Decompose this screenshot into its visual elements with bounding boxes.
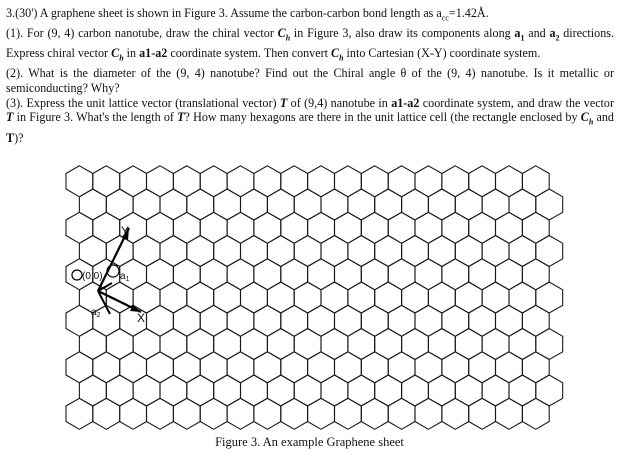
hexagon-cell: [388, 166, 415, 197]
hexagon-cell: [455, 282, 482, 313]
hexagon-cell: [415, 166, 442, 197]
hexagon-cell: [254, 352, 281, 383]
hexagon-cell: [93, 212, 120, 243]
hexagon-cell: [348, 329, 375, 360]
hexagon-cell: [536, 189, 563, 220]
hexagon-cell: [106, 329, 133, 360]
hexagon-cell: [482, 375, 509, 406]
hexagon-cell: [147, 212, 174, 243]
hexagon-cell: [348, 236, 375, 267]
hexagon-cell: [281, 166, 308, 197]
hexagon-cell: [133, 189, 160, 220]
hexagon-cell: [536, 375, 563, 406]
hexagon-cell: [173, 259, 200, 290]
hexagon-cell: [294, 236, 321, 267]
hexagon-cell: [120, 166, 147, 197]
hexagon-cell: [267, 236, 294, 267]
hexagon-cell: [509, 189, 536, 220]
hexagon-cell: [254, 166, 281, 197]
hexagon-cell: [200, 166, 227, 197]
hexagon-cell: [160, 189, 187, 220]
hexagon-cell: [106, 375, 133, 406]
hexagon-cell: [214, 375, 241, 406]
hexagon-cell: [187, 189, 214, 220]
hexagon-cell: [133, 329, 160, 360]
hexagon-cell: [160, 282, 187, 313]
hexagon-cell: [321, 282, 348, 313]
hexagon-cell: [147, 305, 174, 336]
hexagon-cell: [469, 259, 496, 290]
hexagon-cell: [496, 259, 523, 290]
hexagon-cell: [254, 212, 281, 243]
hexagon-cell: [509, 329, 536, 360]
hexagon-cell: [66, 398, 93, 429]
hexagon-cell: [415, 352, 442, 383]
problem-text: [6, 6, 614, 145]
hexagon-cell: [147, 259, 174, 290]
hexagon-cell: [522, 212, 549, 243]
hexagon-cell: [496, 398, 523, 429]
hexagon-cell: [428, 282, 455, 313]
hexagon-cell: [79, 375, 106, 406]
hexagon-cell: [375, 189, 402, 220]
hexagon-cell: [308, 305, 335, 336]
hexagon-cell: [361, 352, 388, 383]
hexagon-cell: [469, 166, 496, 197]
hexagon-cell: [482, 236, 509, 267]
hexagon-cell: [79, 329, 106, 360]
hexagon-cell: [388, 305, 415, 336]
hexagon-cell: [227, 305, 254, 336]
problem-header: 3.(30') A graphene sheet is shown in Figure 3. Assume the carbon-carbon bond length as $a_{cc}=1.42Å$.: [6, 6, 489, 23]
hexagon-cell: [106, 236, 133, 267]
hexagon-cell: [93, 305, 120, 336]
hexagon-cell: [241, 329, 268, 360]
hexagon-cell: [66, 305, 93, 336]
hexagon-cell: [200, 352, 227, 383]
hexagon-cell: [496, 305, 523, 336]
hexagon-cell: [308, 398, 335, 429]
hexagon-cell: [321, 236, 348, 267]
hexagon-cell: [375, 236, 402, 267]
hexagon-cell: [335, 305, 362, 336]
hexagon-cell: [522, 166, 549, 197]
hexagon-cell: [281, 259, 308, 290]
hexagon-cell: [509, 236, 536, 267]
hexagon-cell: [402, 189, 429, 220]
hexagon-cell: [173, 352, 200, 383]
hexagon-cell: [187, 236, 214, 267]
hexagon-cell: [147, 398, 174, 429]
hexagon-cell: [227, 398, 254, 429]
hexagon-cell: [200, 398, 227, 429]
hexagon-cell: [66, 352, 93, 383]
hexagon-cell: [455, 375, 482, 406]
hexagon-cell: [254, 398, 281, 429]
hexagon-cell: [267, 282, 294, 313]
hexagon-cell: [120, 398, 147, 429]
hexagon-cell: [388, 212, 415, 243]
hexagon-cell: [522, 305, 549, 336]
hexagon-cell: [254, 305, 281, 336]
hexagon-cell: [214, 282, 241, 313]
hexagon-cell: [66, 212, 93, 243]
hexagon-cell: [442, 305, 469, 336]
hexagon-cell: [428, 189, 455, 220]
hexagon-cell: [442, 212, 469, 243]
hexagon-cell: [173, 212, 200, 243]
hexagon-cell: [200, 259, 227, 290]
hexagon-cell: [294, 189, 321, 220]
hexagon-cell: [120, 352, 147, 383]
hexagon-cell: [160, 236, 187, 267]
hexagon-cell: [147, 352, 174, 383]
hexagon-cell: [66, 166, 93, 197]
hexagon-cell: [455, 329, 482, 360]
hexagon-cell: [133, 375, 160, 406]
hexagon-cell: [321, 375, 348, 406]
hexagon-lattice: [66, 166, 563, 430]
hexagon-cell: [348, 189, 375, 220]
hexagon-cell: [173, 166, 200, 197]
hexagon-cell: [455, 236, 482, 267]
hexagon-cell: [79, 189, 106, 220]
hexagon-cell: [335, 398, 362, 429]
hexagon-cell: [522, 398, 549, 429]
hexagon-cell: [402, 329, 429, 360]
hexagon-cell: [241, 236, 268, 267]
question-2: (2). What is the diameter of the (9, 4) nanotube? Find out the Chiral angle θ of the (9, 4) nanotube. Is it metallic or semiconducting? Why?: [6, 66, 614, 96]
hexagon-cell: [173, 305, 200, 336]
hexagon-cell: [509, 282, 536, 313]
hexagon-cell: [214, 236, 241, 267]
hexagon-cell: [187, 282, 214, 313]
hexagon-cell: [482, 329, 509, 360]
hexagon-cell: [267, 189, 294, 220]
hexagon-cell: [308, 166, 335, 197]
hexagon-cell: [133, 282, 160, 313]
hexagon-cell: [214, 189, 241, 220]
hexagon-cell: [442, 166, 469, 197]
hexagon-cell: [428, 236, 455, 267]
a2-label: $a_2$: [91, 307, 101, 319]
hexagon-cell: [361, 259, 388, 290]
hexagon-cell: [522, 259, 549, 290]
hexagon-cell: [361, 212, 388, 243]
hexagon-cell: [200, 305, 227, 336]
hexagon-cell: [106, 189, 133, 220]
hexagon-cell: [281, 352, 308, 383]
hexagon-cell: [321, 329, 348, 360]
hexagon-cell: [348, 375, 375, 406]
hexagon-cell: [294, 375, 321, 406]
origin-marker: [72, 270, 82, 280]
hexagon-cell: [402, 282, 429, 313]
hexagon-cell: [442, 259, 469, 290]
hexagon-cell: [536, 282, 563, 313]
hexagon-cell: [415, 398, 442, 429]
hexagon-cell: [214, 329, 241, 360]
figure-caption: Figure 3. An example Graphene sheet: [215, 435, 404, 449]
hexagon-cell: [482, 189, 509, 220]
hexagon-cell: [267, 329, 294, 360]
hexagon-cell: [294, 282, 321, 313]
hexagon-cell: [375, 329, 402, 360]
hexagon-cell: [455, 189, 482, 220]
hexagon-cell: [402, 375, 429, 406]
hexagon-cell: [469, 352, 496, 383]
hexagon-cell: [335, 212, 362, 243]
hexagon-cell: [160, 375, 187, 406]
hexagon-cell: [335, 166, 362, 197]
hexagon-cell: [415, 305, 442, 336]
hexagon-cell: [281, 398, 308, 429]
hexagon-cell: [469, 212, 496, 243]
hexagon-cell: [241, 189, 268, 220]
hexagon-cell: [200, 212, 227, 243]
hexagon-cell: [361, 398, 388, 429]
hexagon-cell: [93, 166, 120, 197]
hexagon-cell: [469, 305, 496, 336]
hexagon-cell: [335, 352, 362, 383]
hexagon-cell: [496, 212, 523, 243]
hexagon-cell: [79, 236, 106, 267]
hexagon-cell: [469, 398, 496, 429]
hexagon-cell: [160, 329, 187, 360]
hexagon-cell: [496, 352, 523, 383]
hexagon-cell: [294, 329, 321, 360]
axes-overlay: [72, 224, 145, 325]
hexagon-cell: [428, 329, 455, 360]
hexagon-cell: [361, 166, 388, 197]
hexagon-cell: [93, 398, 120, 429]
hexagon-cell: [428, 375, 455, 406]
hexagon-cell: [93, 352, 120, 383]
hexagon-cell: [254, 259, 281, 290]
hexagon-cell: [442, 398, 469, 429]
hexagon-cell: [496, 166, 523, 197]
hexagon-cell: [388, 352, 415, 383]
hexagon-cell: [227, 352, 254, 383]
hexagon-cell: [187, 329, 214, 360]
question-3: (3). Express the unit lattice vector (translational vector) T of (9,4) nanotube in a1-a2 coordinate system, and draw the vector T in Figure 3. What's the length of T? How many hexagons are there in the unit lattice cell (the rectangle enclosed by $C_h$ and T)?: [6, 95, 614, 145]
hexagon-cell: [388, 398, 415, 429]
hexagon-cell: [442, 352, 469, 383]
hexagon-cell: [522, 352, 549, 383]
hexagon-cell: [308, 352, 335, 383]
hexagon-cell: [308, 259, 335, 290]
graphene-sheet-figure: [58, 152, 564, 432]
hexagon-cell: [536, 236, 563, 267]
hexagon-cell: [375, 282, 402, 313]
hexagon-cell: [415, 259, 442, 290]
question-1: (1). For (9, 4) carbon nanotube, draw the chiral vector $C_h$ in Figure 3, also draw its components along $a_1$ and $a_2$ directions. Express chiral vector $C_h$ in a1-a2 coordinate system. Then convert $C_h$ into Cartesian (X-Y) coordinate system.: [6, 26, 614, 63]
hexagon-cell: [267, 375, 294, 406]
hexagon-cell: [415, 212, 442, 243]
hexagon-cell: [402, 236, 429, 267]
hexagon-cell: [482, 282, 509, 313]
hexagon-cell: [361, 305, 388, 336]
hexagon-cell: [187, 375, 214, 406]
hexagon-cell: [335, 259, 362, 290]
hexagon-cell: [133, 236, 160, 267]
hexagon-cell: [388, 259, 415, 290]
hexagon-cell: [147, 166, 174, 197]
hexagon-cell: [281, 305, 308, 336]
hexagon-cell: [227, 259, 254, 290]
hexagon-cell: [321, 189, 348, 220]
y-axis-label: Y: [121, 224, 130, 238]
hexagon-cell: [227, 212, 254, 243]
hexagon-cell: [536, 329, 563, 360]
x-axis-label: X: [137, 311, 146, 325]
hexagon-cell: [241, 282, 268, 313]
hexagon-cell: [227, 166, 254, 197]
origin-label: (0,0): [82, 271, 103, 282]
hexagon-cell: [509, 375, 536, 406]
hexagon-cell: [375, 375, 402, 406]
a1-label: $a_1$: [120, 271, 130, 283]
hexagon-cell: [281, 212, 308, 243]
hexagon-cell: [348, 282, 375, 313]
hexagon-cell: [308, 212, 335, 243]
hexagon-cell: [173, 398, 200, 429]
hexagon-cell: [241, 375, 268, 406]
